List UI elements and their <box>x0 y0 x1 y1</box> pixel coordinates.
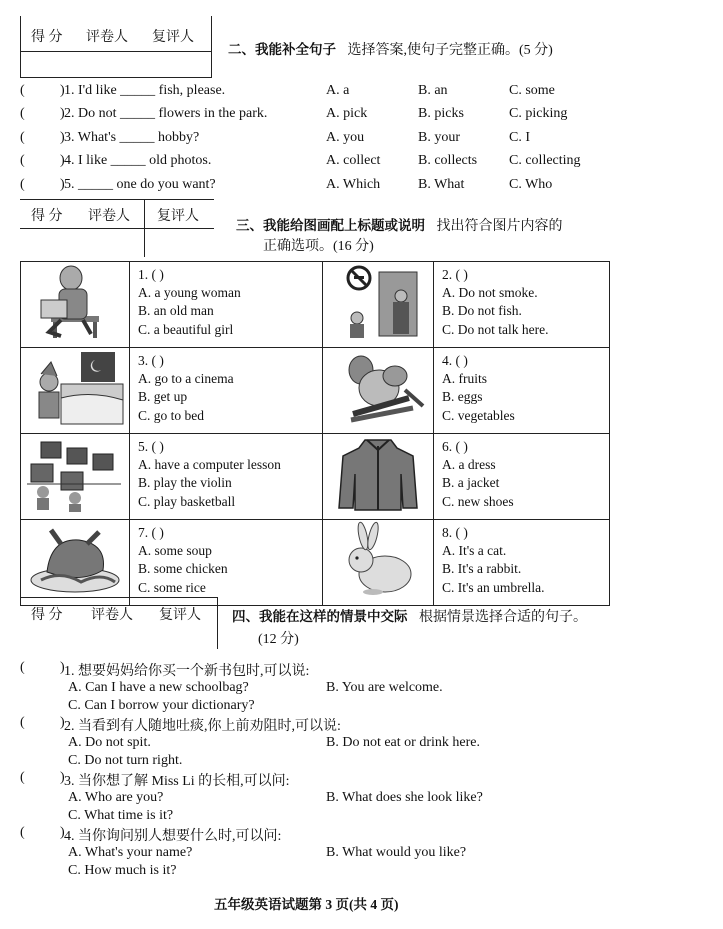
option-b: B. your <box>418 130 460 145</box>
option-a: A. Who are you? <box>68 790 164 805</box>
answer-paren-close: ) <box>60 153 65 168</box>
option-b: B. What <box>418 177 465 192</box>
option-c: C. It's an umbrella. <box>441 579 545 595</box>
option-c: C. collecting <box>509 153 581 168</box>
section4-title-line2: (12 分) <box>258 632 299 647</box>
option-c: C. Do not turn right. <box>68 753 183 768</box>
answer-paren-open: ( <box>20 715 25 730</box>
option-b: B. Do not fish. <box>441 303 522 319</box>
option-c: C. How much is it? <box>68 863 177 878</box>
option-c: C. some <box>509 83 555 98</box>
answer-paren-close: ) <box>60 660 65 675</box>
picture-cell <box>21 434 130 520</box>
picture-cell <box>322 348 433 434</box>
option-b: B. What would you like? <box>326 845 467 860</box>
item-number: 5. ( ) <box>138 439 164 454</box>
no-smoking-picture <box>323 262 433 342</box>
question-row <box>20 660 310 679</box>
question-text: 3. 当你想了解 Miss Li 的长相,可以问: <box>64 774 290 789</box>
answer-paren-close: ) <box>60 825 65 840</box>
score-box-vline <box>217 597 218 649</box>
option-b: B. get up <box>138 389 188 405</box>
answer-paren-open: ( <box>20 770 25 785</box>
going-to-bed-picture <box>21 348 129 428</box>
answer-paren-open: ( <box>20 660 25 675</box>
option-a: A. Which <box>326 177 381 192</box>
option-b: B. Do not eat or drink here. <box>326 735 480 750</box>
answer-paren-open: ( <box>20 83 25 98</box>
question-row <box>20 106 568 122</box>
option-b: B. It's a rabbit. <box>441 561 522 577</box>
option-b: B. play the violin <box>138 475 232 491</box>
option-c: C. What time is it? <box>68 808 174 823</box>
question-text: 3. What's _____ hobby? <box>64 130 200 145</box>
reviewer-label: 复评人 <box>157 209 199 224</box>
section3-title-line2: 正确选项。(16 分) <box>263 239 374 254</box>
answer-paren-open: ( <box>20 177 25 192</box>
question-row <box>20 825 282 844</box>
option-a: A. What's your name? <box>68 845 193 860</box>
option-a: A. go to a cinema <box>138 371 234 387</box>
option-cell <box>433 348 609 434</box>
question-row <box>20 715 341 734</box>
page-footer: 五年级英语试题第 3 页(共 4 页) <box>214 897 399 912</box>
answer-paren-close: ) <box>60 770 65 785</box>
answer-paren-open: ( <box>20 825 25 840</box>
section3-title-rest: 找出符合图片内容的 <box>436 219 563 234</box>
section4-title-rest: 根据情景选择合适的句子。 <box>419 610 587 625</box>
answer-paren-close: ) <box>60 130 65 145</box>
answer-paren-close: ) <box>60 106 65 121</box>
option-b: B. an <box>418 83 448 98</box>
item-number: 8. ( ) <box>441 525 468 540</box>
score-box-divider <box>20 51 212 52</box>
option-a: A. Do not spit. <box>68 735 151 750</box>
old-man-reading-picture <box>21 262 129 342</box>
option-a: A. have a computer lesson <box>138 457 281 473</box>
option-cell <box>433 434 609 520</box>
answer-paren-open: ( <box>20 130 25 145</box>
option-c: C. picking <box>509 106 568 121</box>
option-a: A. a dress <box>441 457 496 473</box>
item-number: 7. ( ) <box>138 525 164 540</box>
question-row <box>20 177 553 193</box>
score-box-divider <box>20 228 214 229</box>
picture-cell <box>21 520 130 606</box>
option-c: C. new shoes <box>441 493 514 509</box>
option-b: B. What does she look like? <box>326 790 483 805</box>
question-row <box>20 770 290 789</box>
option-cell <box>433 520 609 606</box>
section2-title-bold: 二、我能补全句子 <box>228 42 336 58</box>
grader-label: 评卷人 <box>88 209 130 224</box>
section4-title-bold: 四、我能在这样的情景中交际 <box>232 609 408 625</box>
option-b: B. collects <box>418 153 478 168</box>
score-label: 得 分 <box>31 608 63 623</box>
option-c: C. a beautiful girl <box>138 321 234 337</box>
option-c: C. some rice <box>138 579 206 595</box>
section3-title-bold: 三、我能给图画配上标题或说明 <box>236 218 425 234</box>
item-number: 2. ( ) <box>441 267 468 282</box>
option-b: B. an old man <box>138 303 214 319</box>
answer-paren-open: ( <box>20 106 25 121</box>
score-label: 得 分 <box>31 209 63 224</box>
option-a: A. a young woman <box>138 285 241 301</box>
answer-paren-close: ) <box>60 177 65 192</box>
reviewer-label: 复评人 <box>152 30 194 45</box>
option-a: A. collect <box>326 153 381 168</box>
jacket-picture <box>323 434 433 514</box>
option-b: B. a jacket <box>441 475 500 491</box>
section2-title-rest: 选择答案,使句子完整正确。(5 分) <box>347 43 553 58</box>
roast-chicken-picture <box>21 520 129 600</box>
item-number: 4. ( ) <box>441 353 468 368</box>
option-a: A. some soup <box>138 543 212 559</box>
option-cell <box>130 434 323 520</box>
question-text: 2. Do not _____ flowers in the park. <box>64 106 268 121</box>
option-c: C. vegetables <box>441 407 515 423</box>
answer-paren-close: ) <box>60 715 65 730</box>
option-a: A. a <box>326 83 350 98</box>
rabbit-picture <box>323 520 433 600</box>
question-row <box>20 83 555 99</box>
option-a: A. fruits <box>441 371 487 387</box>
picture-cell <box>21 348 130 434</box>
option-a: A. pick <box>326 106 368 121</box>
option-a: A. It's a cat. <box>441 543 507 559</box>
question-text: 4. 当你询问别人想要什么时,可以问: <box>64 829 282 844</box>
picture-cell <box>322 262 433 348</box>
question-text: 1. 想要妈妈给你买一个新书包时,可以说: <box>64 664 310 679</box>
answer-paren-close: ) <box>60 83 65 98</box>
option-cell <box>433 262 609 348</box>
question-text: 1. I'd like _____ fish, please. <box>64 83 226 98</box>
option-b: B. some chicken <box>138 561 228 577</box>
option-a: A. Do not smoke. <box>441 285 538 301</box>
item-number: 6. ( ) <box>441 439 468 454</box>
section2-title <box>228 38 553 59</box>
answer-paren-open: ( <box>20 153 25 168</box>
option-a: A. Can I have a new schoolbag? <box>68 680 249 695</box>
score-label: 得 分 <box>31 30 63 45</box>
option-cell <box>130 520 323 606</box>
picture-matching-grid <box>20 261 610 606</box>
option-cell <box>130 262 323 348</box>
question-row <box>20 130 530 146</box>
question-row <box>20 153 581 169</box>
item-number: 3. ( ) <box>138 353 164 368</box>
option-c: C. Do not talk here. <box>441 321 549 337</box>
item-number: 1. ( ) <box>138 267 164 282</box>
reviewer-label: 复评人 <box>159 608 201 623</box>
option-cell <box>130 348 323 434</box>
option-c: C. Can I borrow your dictionary? <box>68 698 255 713</box>
score-box-vline <box>144 199 145 257</box>
section3-title <box>236 214 563 235</box>
option-a: A. you <box>326 130 365 145</box>
picture-cell <box>322 520 433 606</box>
picture-cell <box>21 262 130 348</box>
option-b: B. picks <box>418 106 464 121</box>
option-b: B. eggs <box>441 389 483 405</box>
vegetables-picture <box>323 348 433 428</box>
option-c: C. play basketball <box>138 493 236 509</box>
question-text: 5. _____ one do you want? <box>64 177 216 192</box>
grader-label: 评卷人 <box>91 608 133 623</box>
option-c: C. Who <box>509 177 553 192</box>
grader-label: 评卷人 <box>86 30 128 45</box>
option-b: B. You are welcome. <box>326 680 443 695</box>
computer-lesson-picture <box>21 434 129 514</box>
option-c: C. I <box>509 130 530 145</box>
section4-title <box>232 605 587 626</box>
question-text: 2. 当看到有人随地吐痰,你上前劝阻时,可以说: <box>64 719 341 734</box>
picture-cell <box>322 434 433 520</box>
question-text: 4. I like _____ old photos. <box>64 153 212 168</box>
option-c: C. go to bed <box>138 407 204 423</box>
